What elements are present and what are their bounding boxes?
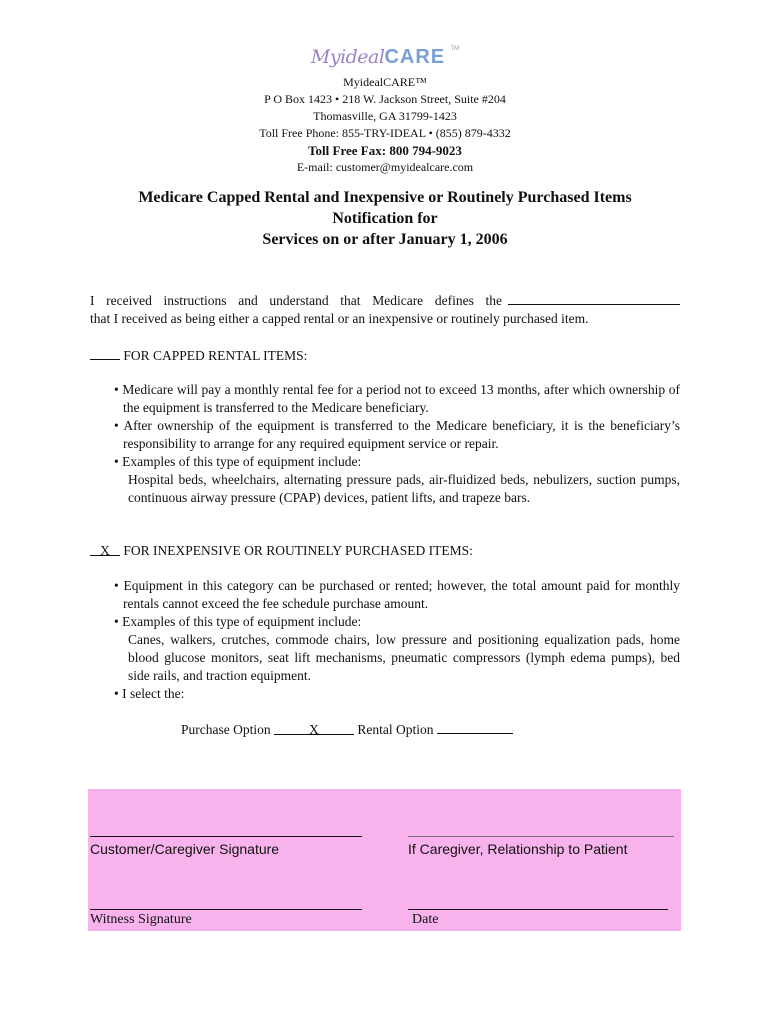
capped-bullet-1: • Medicare will pay a monthly rental fee for a period not to exceed 13 months, after which ownership of the equipment is transferred to the Medicare beneficiary. (114, 382, 680, 415)
company-city: Thomasville, GA 31799-1423 (313, 109, 457, 123)
company-name: MyidealCARE™ (343, 75, 427, 89)
company-header (0, 74, 770, 176)
company-logo (0, 46, 770, 72)
logo-script-text: Myideal (310, 46, 385, 68)
purchase-option-field[interactable]: X (274, 721, 354, 735)
purchase-option-label: Purchase Option (181, 722, 271, 737)
date-line[interactable] (408, 909, 668, 910)
item-name-field[interactable] (508, 291, 680, 305)
title-line-1: Medicare Capped Rental and Inexpensive or Routinely Purchased Items (138, 189, 632, 206)
witness-signature-label: Witness Signature (90, 912, 192, 927)
capped-rental-heading-text: FOR CAPPED RENTAL ITEMS: (123, 348, 308, 363)
customer-signature-line[interactable] (90, 836, 362, 837)
document-title (0, 187, 770, 250)
logo-trademark: TM (450, 46, 460, 52)
inexpensive-heading-text: FOR INEXPENSIVE OR ROUTINELY PURCHASED ITEMS: (123, 543, 473, 558)
capped-rental-heading (90, 346, 680, 365)
title-line-3: Services on or after January 1, 2006 (262, 231, 508, 248)
title-line-2: Notification for (332, 210, 438, 227)
capped-rental-list (114, 381, 680, 507)
inexpensive-bullet-2 (114, 613, 680, 685)
logo-care-text: CARE (384, 46, 446, 68)
company-phone: Toll Free Phone: 855-TRY-IDEAL • (855) 879-4332 (259, 126, 511, 140)
inexpensive-list (114, 577, 680, 703)
capped-bullet-3-text: • Examples of this type of equipment include: (114, 454, 362, 469)
rental-option-label: Rental Option (357, 722, 434, 737)
customer-signature-label: Customer/Caregiver Signature (90, 841, 280, 857)
inexpensive-bullet-1: • Equipment in this category can be purchased or rented; however, the total amount paid for monthly rentals cannot exceed the fee schedule purchase amount. (114, 578, 680, 611)
capped-bullet-3 (114, 453, 680, 507)
inexpensive-checkbox[interactable]: X (90, 542, 120, 556)
intro-line-1: I received instructions and understand that Medicare defines the (90, 293, 502, 308)
relationship-line[interactable] (408, 836, 674, 837)
date-label: Date (412, 912, 439, 927)
company-address: P O Box 1423 • 218 W. Jackson Street, Suite #204 (264, 92, 506, 106)
inexpensive-bullet-2-text: • Examples of this type of equipment include: (114, 614, 362, 629)
company-fax: Toll Free Fax: 800 794-9023 (308, 143, 462, 158)
option-row (181, 720, 581, 739)
inexpensive-examples: Canes, walkers, crutches, commode chairs, low pressure and positioning equalization pads, home blood glucose monitors, seat lift mechanisms, pneumatic compressors (lymph edema pumps), bed side rails, and traction equipment. (128, 632, 680, 683)
capped-examples: Hospital beds, wheelchairs, alternating pressure pads, air-fluidized beds, nebulizers, suction pumps, continuous airway pressure (CPAP) devices, patient lifts, and trapeze bars. (128, 472, 680, 505)
intro-paragraph (90, 291, 680, 328)
capped-rental-checkbox[interactable] (90, 346, 120, 360)
capped-bullet-2: • After ownership of the equipment is transferred to the Medicare beneficiary, it is the beneficiary’s responsibility to arrange for any required equipment service or repair. (114, 418, 680, 451)
rental-option-field[interactable] (437, 720, 513, 734)
intro-line-2: that I received as being either a capped rental or an inexpensive or routinely purchased item. (90, 311, 589, 326)
select-label: • I select the: (114, 686, 185, 701)
witness-signature-line[interactable] (90, 909, 362, 910)
relationship-label: If Caregiver, Relationship to Patient (408, 841, 628, 857)
inexpensive-heading (90, 542, 680, 560)
company-email: E-mail: customer@myidealcare.com (296, 160, 474, 174)
